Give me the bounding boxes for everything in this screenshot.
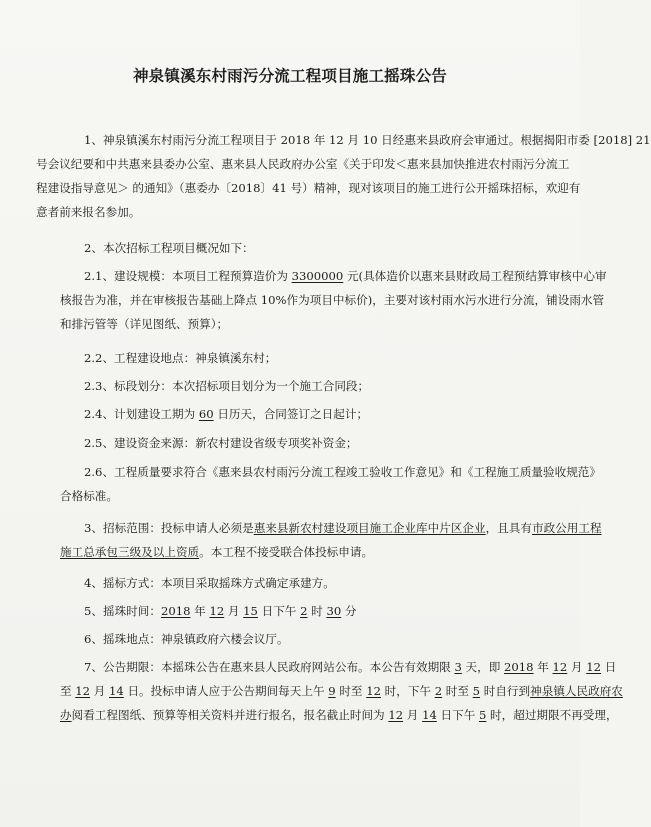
paragraph-5-text-c: 月 [224, 604, 244, 618]
paragraph-2-1-text-a: 2.1、建设规模：本项目工程预算造价为 [84, 269, 292, 283]
paragraph-3-line-1 [60, 516, 602, 540]
paragraph-5-text-e: 日下午 [257, 604, 301, 618]
notice-month: 12 [552, 660, 568, 674]
notice-end-day: 14 [109, 684, 124, 698]
paragraph-7-line-2-text-e: 时，下午 [380, 684, 435, 698]
paragraph-3-line-2 [36, 540, 550, 564]
registration-place-part-2: 办 [60, 708, 72, 722]
paragraph-3 [60, 516, 602, 564]
paragraph-1-line-3: 程建设指导意见＞ 的通知》（惠委办〔2018〕41 号）精神，现对该项目的施工进行公开摇珠招标，欢迎有 [36, 181, 581, 195]
paragraph-2-4-text-b: 日历天，合同签订之日起计； [213, 407, 369, 421]
paragraph-2-1-line-1 [60, 264, 607, 288]
notice-days: 3 [454, 660, 462, 674]
paragraph-2-5: 2.5、建设资金来源：新农村建设省级专项奖补资金； [84, 436, 358, 450]
paragraph-2-4 [60, 402, 550, 426]
paragraph-7-line-3-text-d: 时，超过期限不再受理， [486, 708, 618, 722]
qualification-part-1: 市政公用工程 [531, 521, 602, 535]
lottery-day: 15 [243, 604, 258, 618]
budget-amount: 3300000 [291, 269, 344, 283]
paragraph-7-line-2 [36, 679, 623, 703]
paragraph-7-text-e: 日 [601, 660, 617, 674]
paragraph-7-line-2-text-d: 时至 [335, 684, 367, 698]
paragraph-5-text-a: 5、摇珠时间： [84, 604, 161, 618]
paragraph-1-line-4: 意者前来报名参加。 [36, 205, 141, 219]
paragraph-7-text-d: 月 [567, 660, 587, 674]
construction-days: 60 [198, 407, 214, 421]
paragraph-2-1-line-3: 和排污管等（详见图纸、预算）； [60, 317, 229, 331]
afternoon-start-hour: 2 [434, 684, 443, 698]
paragraph-2-6-line-1: 2.6、工程质量要求符合《惠来县农村雨污分流工程竣工验收工作意见》和《工程施工质量验收规范》 [84, 465, 601, 479]
paragraph-7-line-3-text-a: 阅看工程图纸、预算等相关资料并进行报名，报名截止时间为 [71, 708, 389, 722]
morning-end-hour: 12 [366, 684, 381, 698]
deadline-hour: 5 [478, 708, 487, 722]
paragraph-1-line-2: 号会议纪要和中共惠来县委办公室、惠来县人民政府办公室《关于印发＜惠来县加快推进农村雨污分流工 [36, 157, 570, 171]
paragraph-7-text-b: 天，即 [461, 660, 505, 674]
paragraph-2-6 [60, 460, 601, 508]
morning-start-hour: 9 [328, 684, 336, 698]
paragraph-5-text-g: 分 [341, 604, 357, 618]
paragraph-5-text-f: 时 [307, 604, 327, 618]
paragraph-5 [60, 599, 550, 623]
paragraph-7-line-2-text-b: 月 [90, 684, 110, 698]
notice-end-month: 12 [75, 684, 91, 698]
paragraph-5-text-b: 年 [190, 604, 210, 618]
paragraph-4: 4、摇标方式：本项目采取摇珠方式确定承建方。 [84, 576, 335, 590]
paragraph-7-line-3-text-b: 月 [403, 708, 423, 722]
paragraph-7-text-c: 年 [533, 660, 553, 674]
afternoon-end-hour: 5 [472, 684, 481, 698]
deadline-month: 12 [388, 708, 404, 722]
paragraph-7 [60, 655, 623, 727]
paragraph-7-line-2-text-c: 日。投标申请人应于公告期间每天上午 [123, 684, 329, 698]
paragraph-1 [36, 128, 651, 224]
deadline-day: 14 [422, 708, 437, 722]
paragraph-7-line-3-text-c: 日下午 [436, 708, 479, 722]
paragraph-2-1-text-b: 元(具体造价以惠来县财政局工程预结算审核中心审 [343, 269, 607, 283]
paragraph-2-4-text-a: 2.4、计划建设工期为 [84, 407, 199, 421]
paragraph-3-text-a: 3、招标范围：投标申请人必须是 [84, 521, 254, 535]
qualification-part-2: 施工总承包三级及以上资质 [60, 545, 200, 559]
notice-year: 2018 [504, 660, 534, 674]
paragraph-2-1-line-2: 核报告为准，并在审核报告基础上降点 10%作为项目中标价)，主要对该村雨水污水进行分流，铺设雨水管 [60, 293, 605, 307]
lottery-year: 2018 [160, 604, 191, 618]
paragraph-2-6-line-2: 合格标准。 [60, 489, 118, 503]
lottery-hour: 2 [300, 604, 308, 618]
paragraph-2-2: 2.2、工程建设地点：神泉镇溪东村； [84, 351, 277, 365]
paragraph-7-line-2-text-a: 至 [60, 684, 76, 698]
page-title: 神泉镇溪东村雨污分流工程项目施工摇珠公告 [132, 67, 447, 85]
paragraph-7-text-a: 7、公告期限：本摇珠公告在惠来县人民政府网站公布。本公告有效期限 [84, 660, 455, 674]
qualified-enterprise-pool: 惠来县新农村建设项目施工企业库中片区企业 [253, 521, 486, 535]
paragraph-3-text-c: 。本工程不接受联合体投标申请。 [199, 545, 374, 559]
lottery-minute: 30 [326, 604, 342, 618]
paragraph-7-line-3 [36, 703, 618, 727]
paragraph-2-3: 2.3、标段划分：本次招标项目划分为一个施工合同段； [84, 379, 370, 393]
registration-place-part-1: 神泉镇人民政府农 [530, 684, 623, 698]
paragraph-2: 2、本次招标工程项目概况如下： [84, 241, 254, 255]
lottery-month: 12 [209, 604, 225, 618]
paragraph-7-line-2-text-f: 时至 [442, 684, 473, 698]
paragraph-6: 6、摇珠地点：神泉镇政府六楼会议厅。 [84, 632, 289, 646]
notice-start-day: 12 [586, 660, 602, 674]
paragraph-1-line-1: 1、神泉镇溪东村雨污分流工程项目于 2018 年 12 月 10 日经惠来县政府会审通过。根据揭阳市委 [2018] 21 [84, 133, 651, 147]
paragraph-2-1 [60, 264, 607, 336]
paragraph-7-line-2-text-g: 时自行到 [480, 684, 531, 698]
paragraph-7-line-1 [60, 655, 617, 679]
paragraph-3-text-b: ，且具有 [485, 521, 532, 535]
